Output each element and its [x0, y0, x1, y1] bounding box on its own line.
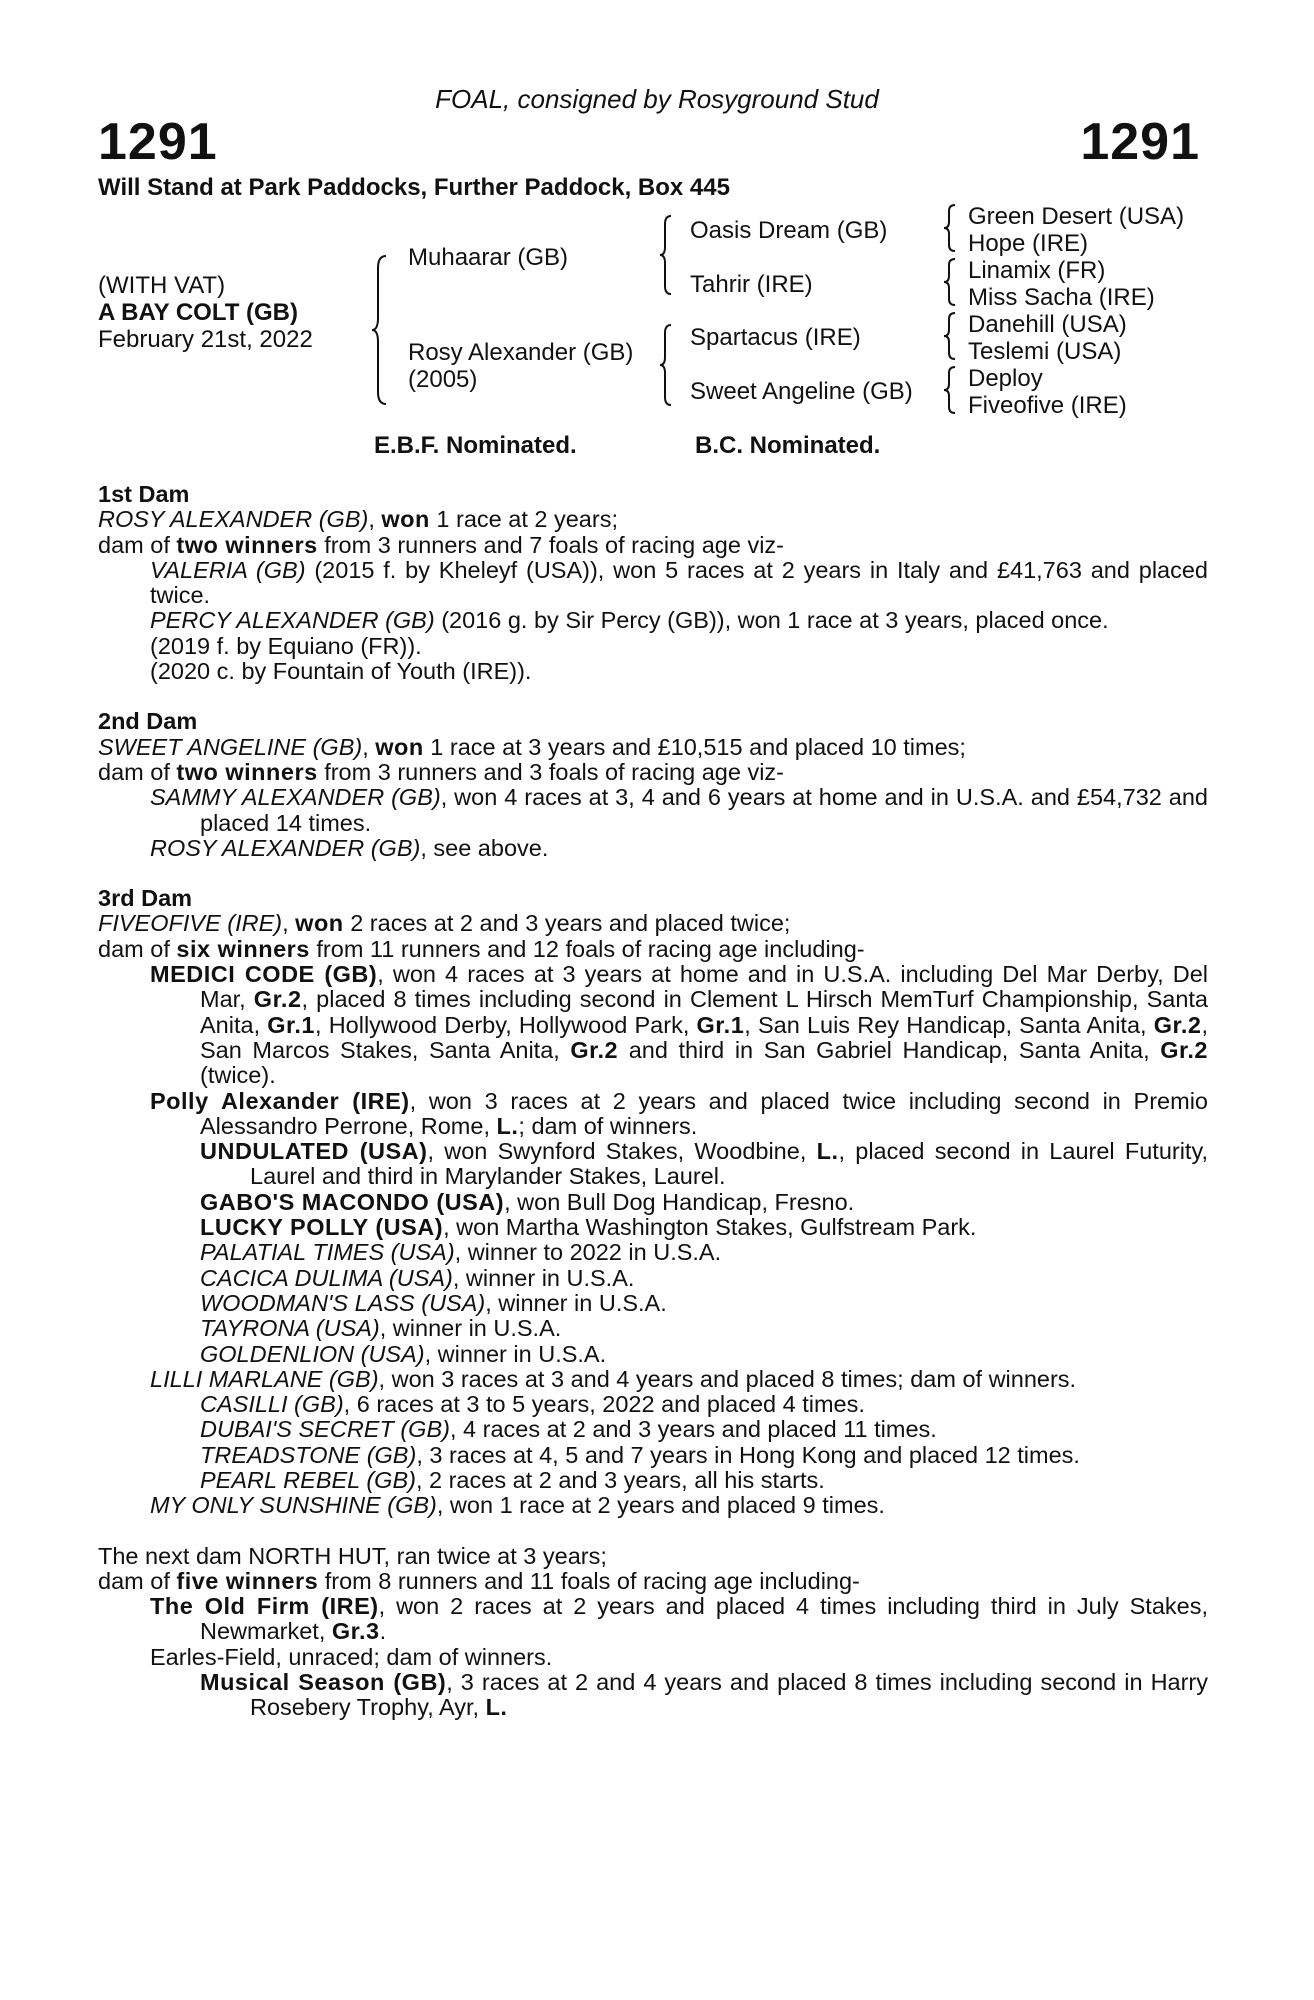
produce-entry [98, 1240, 1208, 1265]
text: , 3 races at 2 and 4 years and placed 8 times including second in Harry Rosebery Trophy, Ayr, [250, 1669, 1209, 1721]
text: (twice). [200, 1062, 276, 1089]
text: , 4 races at 2 and 3 years and placed 11 times. [449, 1416, 937, 1443]
text: , San Marcos Stakes, Santa Anita, [200, 1011, 1208, 1063]
consignor-line: FOAL, consigned by Rosyground Stud [435, 84, 879, 114]
text: won [381, 506, 430, 533]
dam-year: (2005) [408, 366, 478, 393]
pedigree-brace-1 [370, 254, 390, 406]
pedigree-brace-g3-4 [942, 365, 958, 415]
produce-entry [98, 1190, 1208, 1215]
grade-text: Gr.3 [331, 1618, 380, 1645]
pedigree-brace-g3-1 [942, 203, 958, 253]
text: , won 4 races at 3, 4 and 6 years at home and in U.S.A. and £54,732 and placed 14 times. [200, 784, 1208, 836]
horse-name-text: TAYRONA (USA) [200, 1315, 380, 1342]
sire-dam-name: Tahrir (IRE) [690, 271, 813, 298]
horse-name-text: GOLDENLION (USA) [200, 1340, 425, 1367]
horse-name-text: ROSY ALEXANDER (GB) [98, 506, 369, 533]
text: from 11 runners and 12 foals of racing age including- [309, 935, 865, 962]
next-dam-line: The next dam NORTH HUT, ran twice at 3 years; [98, 1542, 607, 1569]
pedigree-brace-g3-2 [942, 257, 958, 307]
produce-entry [98, 1468, 1208, 1493]
horse-name-text: PALATIAL TIMES (USA) [200, 1239, 455, 1266]
horse-name-text: SAMMY ALEXANDER (GB) [150, 784, 441, 811]
text: , won 2 races at 2 years and placed 4 times including third in July Stakes, Newmarket, [200, 1593, 1208, 1645]
produce-entry [98, 962, 1208, 1088]
text: two winners [176, 531, 318, 558]
first-dam-heading: 1st Dam [98, 481, 190, 507]
produce-entry [98, 1493, 1208, 1518]
horse-name-text: CACICA DULIMA (USA) [200, 1264, 453, 1291]
grade-text: Gr.2 [570, 1036, 619, 1063]
text: , [282, 910, 296, 937]
produce-entry [98, 1266, 1208, 1291]
horse-name-text: MY ONLY SUNSHINE (GB) [150, 1492, 437, 1519]
lot-number-left: 1291 [98, 113, 218, 171]
vat-label: (WITH VAT) [98, 272, 226, 299]
text: , [368, 506, 382, 533]
pedigree-brace-g3-3 [942, 311, 958, 361]
text: , winner in U.S.A. [424, 1340, 607, 1367]
g3-name: Linamix (FR) [968, 257, 1106, 284]
third-dam-heading: 3rd Dam [98, 885, 193, 912]
horse-name-text: MEDICI CODE (GB) [150, 961, 378, 988]
produce-entry: Earles-Field, unraced; dam of winners. [150, 1643, 553, 1670]
third-dam-produce-summary [98, 937, 1208, 962]
text: won [295, 910, 344, 937]
grade-text: Gr.2 [1153, 1011, 1202, 1038]
horse-name-text: UNDULATED (USA) [200, 1138, 428, 1165]
text: , winner to 2022 in U.S.A. [454, 1239, 722, 1266]
horse-name-text: PEARL REBEL (GB) [200, 1466, 416, 1493]
text: , won Swynford Stakes, Woodbine, [427, 1138, 817, 1165]
g3-name: Deploy [968, 365, 1043, 392]
horse-name-text: FIVEOFIVE (IRE) [98, 910, 283, 937]
text: , won 3 races at 3 and 4 years and placed 8 times; dam of winners. [378, 1365, 1077, 1392]
lot-number-right: 1291 [1080, 113, 1200, 171]
sire-name: Muhaarar (GB) [408, 244, 569, 271]
produce-entry [98, 1417, 1208, 1442]
text: from 3 runners and 3 foals of racing age viz- [317, 758, 784, 785]
horse-name-text: ROSY ALEXANDER (GB) [150, 834, 421, 861]
horse-name-text: CASILLI (GB) [200, 1391, 344, 1418]
dam-name: Rosy Alexander (GB) [408, 339, 634, 366]
text: 1 race at 3 years and £10,515 and placed 10 times; [423, 733, 966, 760]
text: , see above. [420, 834, 549, 861]
next-dam-produce-summary [98, 1569, 1208, 1594]
text: dam of [98, 758, 177, 785]
ebf-nomination: E.B.F. Nominated. [374, 432, 577, 459]
horse-name-text: SWEET ANGELINE (GB) [98, 733, 363, 760]
produce-record [98, 482, 1208, 1721]
second-dam-heading: 2nd Dam [98, 708, 198, 735]
text: , 3 races at 4, 5 and 7 years in Hong Kong and placed 12 times. [416, 1441, 1080, 1468]
horse-name-text: Polly Alexander (IRE) [150, 1087, 410, 1114]
first-dam-line [98, 507, 1208, 532]
text: six winners [176, 935, 310, 962]
produce-entry [98, 1139, 1208, 1190]
produce-entry [98, 1316, 1208, 1341]
text: and third in San Gabriel Handicap, Santa Anita, [618, 1036, 1161, 1063]
text: five winners [176, 1567, 319, 1594]
horse-name-text: The Old Firm (IRE) [150, 1593, 379, 1620]
sire-sire-name: Oasis Dream (GB) [690, 217, 888, 244]
text: (2016 g. by Sir Percy (GB)), won 1 race at 3 years, placed once. [434, 607, 1109, 634]
grade-text: Gr.1 [696, 1011, 745, 1038]
stand-location: Will Stand at Park Paddocks, Further Paddock, Box 445 [98, 174, 730, 201]
text: 2 races at 2 and 3 years and placed twice; [343, 910, 791, 937]
horse-name: A BAY COLT (GB) [98, 299, 299, 326]
produce-entry [98, 1089, 1208, 1140]
pedigree-brace-dam [658, 323, 674, 407]
g3-name: Fiveofive (IRE) [968, 392, 1127, 419]
grade-text: Gr.1 [267, 1011, 315, 1038]
dam-dam-name: Sweet Angeline (GB) [690, 378, 913, 405]
text: , San Luis Rey Handicap, Santa Anita, [744, 1011, 1154, 1038]
produce-entry [98, 1443, 1208, 1468]
second-dam-produce-summary [98, 760, 1208, 785]
text: , [362, 733, 376, 760]
produce-entry [98, 608, 1208, 633]
text: (2015 f. by Kheleyf (USA)), won 5 races at 2 years in Italy and £41,763 and placed twice. [150, 556, 1208, 609]
third-dam-line [98, 911, 1208, 936]
text: , 2 races at 2 and 3 years, all his starts. [415, 1466, 825, 1493]
g3-name: Hope (IRE) [968, 230, 1089, 257]
horse-name-text: WOODMAN'S LASS (USA) [200, 1289, 486, 1316]
horse-name-text: PERCY ALEXANDER (GB) [150, 607, 435, 634]
g3-name: Green Desert (USA) [968, 203, 1185, 230]
text: , won Bull Dog Handicap, Fresno. [504, 1188, 855, 1215]
text: , won 1 race at 2 years and placed 9 times. [436, 1492, 885, 1519]
produce-entry [98, 1594, 1208, 1645]
g3-name: Miss Sacha (IRE) [968, 284, 1155, 311]
horse-name-text: GABO'S MACONDO (USA) [200, 1188, 505, 1215]
g3-name: Teslemi (USA) [968, 338, 1122, 365]
text: . [379, 1618, 387, 1645]
bc-nomination: B.C. Nominated. [695, 432, 881, 459]
text: , won 3 races at 2 years and placed twice including second in Premio Alessandro Perrone, Rome, [200, 1087, 1208, 1139]
horse-name-text: LUCKY POLLY (USA) [200, 1214, 444, 1241]
text: won [375, 733, 424, 760]
text: , winner in U.S.A. [452, 1264, 635, 1291]
text: , 6 races at 3 to 5 years, 2022 and placed 4 times. [343, 1391, 865, 1418]
grade-text: L. [485, 1694, 508, 1721]
text: from 8 runners and 11 foals of racing age including- [318, 1567, 860, 1594]
grade-text: L. [816, 1138, 839, 1165]
text: dam of [98, 531, 177, 558]
produce-entry [98, 1367, 1208, 1392]
text: , Hollywood Derby, Hollywood Park, [315, 1011, 697, 1038]
pedigree-brace-sire [658, 214, 674, 296]
text: , winner in U.S.A. [485, 1289, 667, 1316]
text: from 3 runners and 7 foals of racing age viz- [317, 531, 784, 558]
horse-name-text: Musical Season (GB) [200, 1669, 447, 1696]
produce-entry: (2020 c. by Fountain of Youth (IRE)). [150, 658, 532, 685]
text: , placed 8 times including second in Clement L Hirsch MemTurf Championship, Santa Anita, [200, 986, 1208, 1038]
produce-entry [98, 1342, 1208, 1367]
grade-text: Gr.2 [1160, 1036, 1208, 1063]
produce-entry [98, 836, 1208, 861]
text: two winners [176, 758, 318, 785]
text: dam of [98, 935, 177, 962]
grade-text: L. [496, 1112, 519, 1139]
dam-sire-name: Spartacus (IRE) [690, 324, 861, 351]
text: , won Martha Washington Stakes, Gulfstream Park. [443, 1214, 977, 1241]
produce-entry [98, 1291, 1208, 1316]
second-dam-line [98, 735, 1208, 760]
text: , winner in U.S.A. [379, 1315, 562, 1342]
horse-name-text: LILLI MARLANE (GB) [150, 1365, 379, 1392]
text: ; dam of winners. [518, 1112, 698, 1139]
g3-name: Danehill (USA) [968, 311, 1127, 338]
horse-name-text: TREADSTONE (GB) [200, 1441, 417, 1468]
produce-entry [98, 1392, 1208, 1417]
produce-entry [98, 558, 1208, 609]
text: 1 race at 2 years; [429, 506, 618, 533]
text: dam of [98, 1567, 177, 1594]
horse-name-text: VALERIA (GB) [150, 556, 306, 583]
produce-entry: (2019 f. by Equiano (FR)). [150, 632, 422, 659]
date-of-birth: February 21st, 2022 [98, 326, 313, 353]
produce-entry [98, 1215, 1208, 1240]
grade-text: Gr.2 [253, 986, 302, 1013]
text: , placed second in Laurel Futurity, Laurel and third in Marylander Stakes, Laurel. [250, 1138, 1209, 1190]
produce-entry [98, 785, 1208, 836]
first-dam-produce-summary [98, 533, 1208, 558]
horse-name-text: DUBAI'S SECRET (GB) [200, 1416, 450, 1443]
produce-entry [98, 1670, 1208, 1721]
text: , won 4 races at 3 years at home and in U.S.A. including Del Mar Derby, Del Mar, [200, 961, 1208, 1013]
